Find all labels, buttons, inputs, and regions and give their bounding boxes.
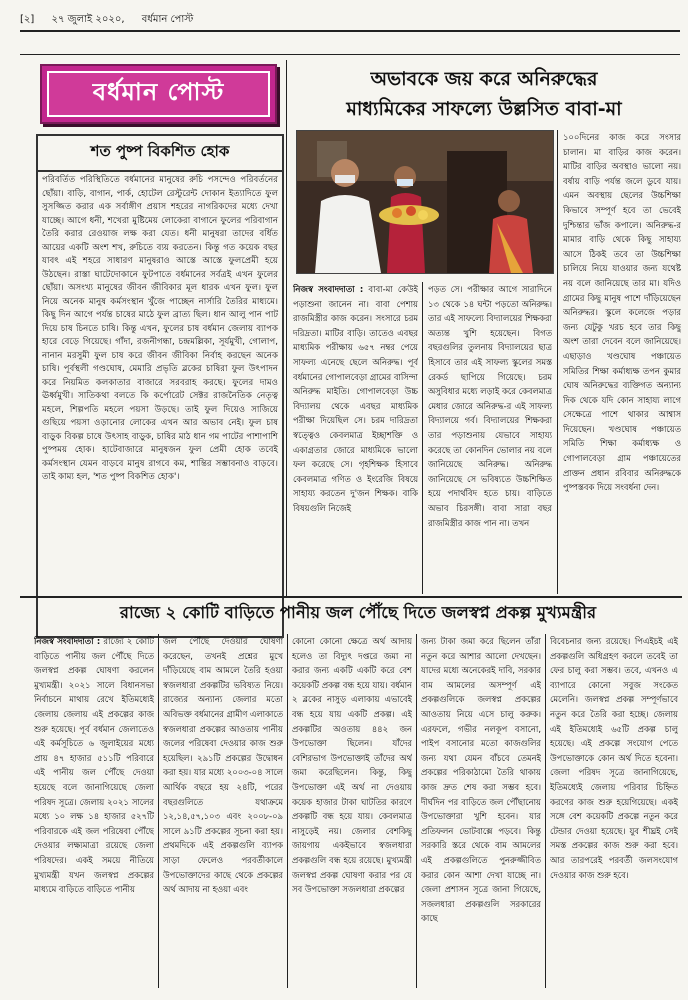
lead-photo <box>296 130 554 274</box>
water-column-1-text: রাজ্যে ২ কোটি বাড়িতে পানীয় জল পৌঁছে দিতে জলস্বপ্ন প্রকল্প ঘোষণা করলেন মুখ্যমন্ত্রী। ২০২১ সালে বিধানসভা নির্বাচনে মাথায় রেখে ইতিমধ্যেই জেলায় জেলায় এই প্রকল্পের কাজ শুরু হয়েছে। পূর্ব বর্ধমান জেলাতেও এই কর্মসূচিতে ৬ জুলাইয়ের মধ্যে প্রায় ৪৭ হাজার ৫১১টি পরিবারে এই পানীয় জল পৌঁছে দেওয়া হয়েছে বলে জানাগিয়েছে জেলা পরিষদ সূত্রে। জেলায় ২০২১ সালের মধ্যে ১০ লক্ষ ১৪ হাজার ৫২৭টি পরিবারকে এই জল পরিষেবা পৌঁছে দেওয়ার লক্ষ্যমাত্রা রয়েছে জেলা পরিষদের। একই সময়ে নীতিয়ে মুখ্যমন্ত্রী যখন জলস্বপ্ন প্রকল্পের মাধ্যমে বাড়িতে বাড়িতে পানীয় <box>34 636 154 895</box>
water-column-5 <box>550 634 678 988</box>
water-column-2 <box>163 634 283 988</box>
water-col-divider-3 <box>416 634 417 988</box>
water-column-3-text: কোনো কোনো ক্ষেত্রে অর্থ আদায় হলেও তা বিদ্যুৎ দপ্তরে জমা না করার জন্য একটি একটি করে বেশ কয়েকটি প্রকল্প বন্ধ হয়ে যায়। বর্ধমান ২ ব্লকের নাসুড় এলাকায় এভাবেই বন্ধ হয়ে যায় একটি প্রকল্প। এই প্রকল্পটির অওতায় ৪৪২ জন উপভোক্তা ছিলেন। যাঁদের বেশিরভাগ উপভোক্তাই তাঁদের অর্থ জমা করেছিলেন। কিন্তু, কিছু উপভোক্তা এই অর্থ না দেওয়ায় কয়েক হাজার টাকা ঘাটতির কারণে প্রকল্পটি বন্ধ হয়ে যায়। কেবলমাত্র নাসুড়েই নয়। জেলার বেশকিছু জায়গায় একইভাবে স্বজলধারা প্রকল্পগুলি বন্ধ হয়ে রয়েছে। মুখ্যমন্ত্রী জলস্বপ্ন প্রকল্প ঘোষণা করার পর যে সব উপভোক্তা সজলধারা প্রকল্পের <box>292 636 412 895</box>
lead-col-divider-2 <box>557 130 558 594</box>
page-number: [২] <box>20 14 35 25</box>
water-headline: রাজ্যে ২ কোটি বাড়িতে পানীয় জল পৌঁছে দিতে জলস্বপ্ন প্রকল্প মুখ্যমন্ত্রীর <box>119 603 597 622</box>
water-column-4-text: জন্য টাকা জমা করে ছিলেন তাঁরা নতুন করে আশার আলো দেখছেন। যাদের মধ্যে অনেকেরই দাবি, সরকার বাম আমলের অসম্পূর্ণ এই প্রকল্পগুলিকে জলস্বপ্ন প্রকল্পের আওতায় নিয়ে এসে চালু করুক। এরফলে, গভীর নলকূপ বসানো, পাইপ বসানোর মতো কাজগুলির জন্য যথা যেমন বাঁচবে তেমনই প্রকল্পের পরিকাঠামো তৈরি থাকায় কাজ দ্রুত শেষ করা সম্ভব হবে। দীর্ঘদিন পর বাড়িতে জল পৌঁছানোয় উপভোক্তারা খুশি হবেন। যার প্রতিফলন ভোটবাক্সে পড়বে। কিন্তু সরকারি স্তরে থেকে বাম আমলের এই প্রকল্পগুলিতে পুনরুজ্জীবিত করার কোন আশা দেখা যাচ্ছে না। জেলা প্রশাসন সূত্রে জানা গিয়েছে, সজলধারা প্রকল্পগুলি সরকারের কাছে <box>421 636 541 924</box>
water-col-divider-2 <box>287 634 288 988</box>
water-column-3 <box>292 634 412 988</box>
header-rule <box>20 30 680 32</box>
lead-column-1 <box>293 282 418 594</box>
masthead-title: বর্ধমান পোস্ট <box>47 71 270 117</box>
lead-photo-image <box>297 131 553 273</box>
lead-headline-line2: মাধ্যমিকের সাফল্যে উল্লসিত বাবা-মা <box>346 98 622 120</box>
header-paper-name: বর্ধমান পোস্ট <box>141 14 194 25</box>
lead-headline-line1: অভাবকে জয় করে অনিরুদ্ধের <box>370 68 598 90</box>
lead-column-1-text: বাবা-মা কেউই পড়াশুনা জানেন না। বাবা পেশায় রাজমিস্ত্রীর কাজ করেন। সংসারে চরম দরিদ্রতা। মাটির বাড়ি। তাতেও এবছর মাধ্যমিক পরীক্ষায় ৬৫৭ নম্বর পেয়ে সাফল্য এনেছে ছেলে অনিরুদ্ধ। পূর্ব বর্ধমানের গোপালবেড়া গ্রামের বাসিন্দা অনিরুদ্ধ মাইতি। গোপালবেড়া উচ্চ বিদ্যালয় থেকে এবছর মাধ্যমিক পরীক্ষা দিয়েছিল সে। চরম দারিদ্রতা স্বত্ত্বেও কেবলমাত্র ইচ্ছাশক্তি ও একাগ্রতার জোরে মাধ্যমিকে ভালো ফল করেছে সে। গৃহশিক্ষক হিসাবে কেবলমাত্র গণিত ও ইংরেজি বিষয়ে সাহায্য করতেন দু'জন শিক্ষক। বাকি বিষয়গুলি নিজেই <box>293 284 418 513</box>
editorial-body: পরিবর্তিত পরিস্থিতিতে বর্ধমানের মানুষের রুচি পসন্দেও পরিবর্তনের ছোঁয়া। বাড়ি, বাগান, পার্ক, হোটেল রেস্টুরেন্ট দোকান ইত্যাদিতে ফুল সুসজ্জিত করার এক সর্বাঙ্গীণ প্রয়াস শহরের নাগরিকদের মধ্যে দেখা যাচ্ছে। আগে ধনী, শখেরা মুষ্টিমেয় লোকেরা বাগানে ফুলের পরিবাগান তৈরি করার রেওয়াজ লক্ষ করা যেত। ধনী মানুষরা তাদের বর্ধিত আয়ের একটি অংশ শখ, রুচিতে ব্যয় করতেন। কিন্তু গত কয়েক বছর যাবৎ এই শহরে সাধারণ মানুষরাও আস্তে আস্তে ফুলপ্রেমী হয়ে উঠছেন। রাস্তা ঘাটেদোকানে ফুটপাতে বর্ধমানের সর্বত্রই এখন ফুলের ছোঁয়া। অসংখ্য মানুষের জীবন জীবিকার মূল ধারক এখন ফুল। ফুল নিয়ে অনেক মানুষ কর্মসংস্থান খুঁজে পাচ্ছেন নার্সারি তৈরির মাধ্যমে। কিছু দিন আগে পর্যন্ত চাষের মাঠে ফুল ব্রাত্য ছিল। ধান আলু পান পাট দিয়ে চাষ চিনতে চাষি। কিন্তু এখন, ফুলের চাষ বর্ধমান জেলায় ব্যাপক হারে বেড়ে গিয়েছে। গাঁদা, রজনীগন্ধা, চন্দ্রমল্লিকা, সূর্যমুখী, গোলাপ, নানান মরসুমী ফুল চাষ করে জীবন জীবিকা নির্বাহ করছেন অনেক চাষি। পূর্বস্থলী গণ্ডঘোষ, মেমারি প্রভৃতি ব্লকের চাষিরা ফুল উৎপাদন করে নিয়মিত কলকাতার বাজারে সরবরাহ করছে। ফুলের দামও ঊর্ধ্বমুখী। সাতিকথা বলতে কি কর্পোরেট সেক্টর রাজনৈতিক নেতৃত্ব মহলে, শিল্পপতি মহলে পয়সা উড়ছে। তাই ফুল দিয়েও সাজিয়ে গুছিয়ে পয়সা ওড়ানোর লোকের এখন আর অভাব নেই। ফুল চাষ বাড়ুক বিকল্প চাষে উৎসাহ বাড়ুক, চাষির মাঠ ধান গম পাটের পাশাপাশি পুষ্পময় হোক। হাটেবাজারে মানুষজন ফুল প্রেমী হোক তবেই কর্মসংস্থান যেমন বাড়বে মানুষ রাগবে কম, শান্তির সম্ভাবনাও বাড়বে। তাই কাম্য হল, 'শত পুষ্প বিকশিত হোক'। <box>42 175 278 482</box>
water-column-4 <box>421 634 541 988</box>
masthead <box>40 64 277 124</box>
lead-column-2-text: পড়ত সে। পরীক্ষার আগে সারাদিনে ১৩ থেকে ১৪ ঘন্টা পড়তো অনিরুদ্ধ। তার এই সাফল্যে বিদ্যালয়ের শিক্ষকরা অত্যন্ত খুশি হয়েছেন। বিগত বছরগুলির তুলনায় বিদ্যালয়ের ছাত্র হিসাবে তার এই সাফল্য স্কুলের সমস্ত রেকর্ড ছাপিয়ে গিয়েছে। চরম অসুবিধার মধ্যে লড়াই করে কেবলমাত্র মেধার জোরে অনিরুদ্ধ-র এই সাফল্য বিদ্যালয়ে গর্ব। বিদ্যালয়ের শিক্ষকরা তার পড়াশুনায় যেভাবে সাহায্য করেছে তা কোনদিন ভোলার নয় বলে জানিয়েছে অনিরুদ্ধ। অনিরুদ্ধ জানিয়েছে সে ভবিষ্যতে উচ্চশিক্ষিত হয়ে পদার্থবিদ হতে চায়। বাড়িতে অভাব চিরসঙ্গী। বাবা সারা বছর রাজমিস্ত্রীর কাজ পান না। তখন <box>428 284 552 528</box>
water-column-5-text: বিবেচনার জন্য রয়েছে। পিএইচই এই প্রকল্পগুলি অধিগ্রহণ করলে তবেই তা ফের চালু করা সম্ভব। তবে, এখনও এ ব্যাপারে কোনো সবুজ সংকেত মেলেনি। জলস্বপ্ন প্রকল্প সম্পূর্ণভাবে নতুন করে তৈরি করা হচ্ছে। জেলায় এই ইতিমধ্যেই ৬৫টি প্রকল্প চালু হয়েছে। এই প্রকল্পে সংযোগ পেতে উপভোক্তাকে কোন অর্থ দিতে হবেনা। জেলা পরিষদ সূত্রে জানাগিয়েছে, ইতিমধ্যেই জেলায় পরিবার চিহ্নিত করণের কাজ শুরু হয়েগিয়েছে। একই সঙ্গে বেশ কয়েকটি প্রকল্পে নতুন করে টেন্ডার দেওয়া হয়েছে। যুব শীঘ্রই সেই সমস্ত প্রকল্পের কাজ শুরু করা হবে। আর তারপরেই পরবর্তী জলসংযোগ দেওয়ার কাজ শুরু হবে। <box>550 636 678 880</box>
lead-headline <box>294 64 674 124</box>
lead-column-3 <box>563 130 681 594</box>
header-rule-2 <box>20 54 680 55</box>
page-header <box>20 12 207 29</box>
water-col-divider-4 <box>545 634 546 988</box>
lead-col-divider-1 <box>422 282 423 594</box>
column-divider <box>286 60 287 596</box>
lead-byline: নিজস্ব সংবাদদাতা : <box>293 284 364 294</box>
water-byline: নিজস্ব সংবাদদাতা : <box>34 636 101 646</box>
water-column-2-text: জল পৌঁছে দেওয়ার ঘোষণা করেছেন, তখনই প্রশ্নের মুখে দাঁড়িয়েছে বাম আমলে তৈরি হওয়া স্বজলধারা প্রকল্পটির ভবিষ্যত নিয়ে। রাজ্যের অন্যান্য জেলার মতো অবিভক্ত বর্ধমানের গ্রামীণ এলাকাতে স্বজলধারা প্রকল্পের আওতায় পানীয় জলের পরিষেবা দেওয়ার কাজ শুরু হয়েছিল। ২৯১টি প্রকল্পের উদ্বোধন করা হয়। যার মধ্যে ২০০৩-০৪ সালে আর্থিক বছরে হয় ২৪টি, পরের বছরগুলিতে যথাক্রমে ১২,১৪,৫৭,১০৩ এবং ২০০৮-০৯ সালে ৯১টি প্রকল্পের সূচনা করা হয়। প্রথমদিকে এই প্রকল্পগুলি ব্যাপক সাড়া ফেলেও পরবর্তীকালে উপভোক্তাদের কাছে থেকে প্রকল্পের অর্থ আদায় না হওয়া এবং <box>163 636 283 895</box>
section-divider <box>20 596 682 598</box>
water-column-1 <box>34 634 154 988</box>
issue-date: ২৭ জুলাই ২০২০, <box>51 14 125 25</box>
water-col-divider-1 <box>158 634 159 988</box>
editorial-title: শত পুষ্প বিকশিত হোক <box>38 136 282 172</box>
lead-column-3-text: ১০০দিনের কাজ করে সংসার চালান। মা বাড়ির কাজ করেন। মাটির বাড়ির অবস্থাও ভালো নয়। বর্ষায় বাড়ি পর্যন্ত জলে ডুবে যায়। এমন অবস্থায় ছেলের উচ্চশিক্ষা কিভাবে সম্পূর্ণ হবে তা ভেবেই দুশ্চিন্তার ভাঁজ কপালে। অনিরুদ্ধ-র মামার বাড়ি থেকে কিছু সাহায্য আসে ঠিকই তবে তা উচ্চশিক্ষা চালিয়ে নিয়ে যাওয়ার জন্য যথেষ্ট নয় বলে জানিয়েছে তার মা। যদিও গ্রামের কিছু মানুষ পাশে দাঁড়িয়েছেন অনিরুদ্ধর। স্কুলে কলেজে পড়ার জন্য যেটুকু খরচ হবে তার কিছু অংশ তারা দেবেন বলে জানিয়েছে। এছাড়াও খণ্ডঘোষ পঞ্চায়েত সমিতির শিক্ষা কর্মাধ্যক্ষ তপন কুমার ঘোষ অনিরুদ্ধের ব্যক্তিগত অন্যান্য দিক থেকে যদি কোন সাহায্য লাগে সেক্ষেত্রে পাশে থাকার আশ্বাস দিয়েছেন। খণ্ডঘোষ পঞ্চায়েত সমিতি শিক্ষা কর্মাধ্যক্ষ ও গোপালবেড়া গ্রাম পঞ্চায়েতের প্রাক্তন প্রধান রবিবার অনিরুদ্ধকে পুষ্পস্তবক দিয়ে সংবর্ধনা দেন। <box>563 132 681 493</box>
editorial-box <box>36 134 284 638</box>
lead-column-2 <box>428 282 552 594</box>
